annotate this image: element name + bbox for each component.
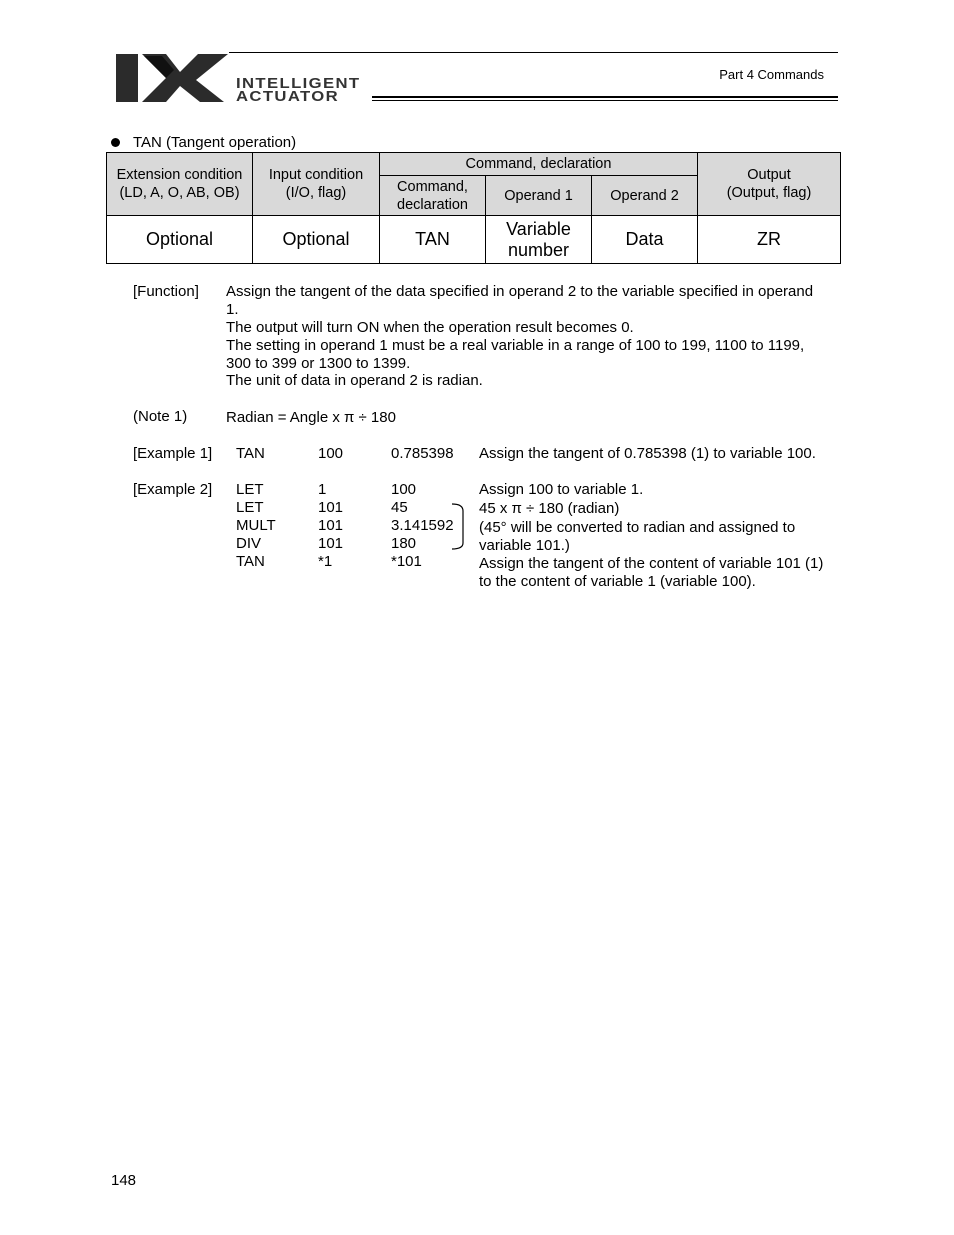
header-extension-line-2: (LD, A, O, AB, OB) [119,185,240,201]
example2-operand-1: 101 [318,535,344,552]
example1-operand-1: 100 [318,445,344,462]
example2-operand-2: 3.141592 [391,517,454,534]
header-input-line-2: (I/O, flag) [285,185,347,201]
right-brace-icon [450,503,468,551]
function-line: The unit of data in operand 2 is radian. [226,372,483,389]
part-title: Part 4 Commands [719,67,824,82]
value-operand-2: Data [592,216,698,264]
example2-operand-2: 45 [391,499,408,516]
header-rule-top [229,52,838,53]
function-line: The output will turn ON when the operation result becomes 0. [226,319,634,336]
example2-description-line: variable 101.) [479,537,570,554]
example2-description-line: Assign the tangent of the content of variable 101 (1) [479,555,824,572]
header-operand-1: Operand 1 [486,176,592,216]
ix-logo-mark [116,52,228,104]
example2-description-line: Assign 100 to variable 1. [479,481,644,498]
example1-description: Assign the tangent of 0.785398 (1) to variable 100. [479,445,816,462]
section-title: TAN (Tangent operation) [133,134,297,151]
command-table [106,152,841,264]
example2-command: DIV [236,535,262,552]
function-label: [Function] [133,283,199,300]
header-rule-bottom [372,96,838,98]
value-output: ZR [698,216,841,264]
logo-line-1: INTELLIGENT [236,76,361,92]
header-command-group: Command, declaration [380,153,698,176]
header-input-line-1: Input condition [268,167,364,183]
example1-command: TAN [236,445,265,462]
header-extension-condition [107,153,253,216]
header-output-line-1: Output [747,167,791,183]
logo-line-2: ACTUATOR [236,89,340,105]
header-output [698,153,841,216]
header-command-line-2: declaration [397,196,468,213]
header-input-condition [253,153,380,216]
function-line: Assign the tangent of the data specified in operand 2 to the variable specified in operand [226,283,814,300]
header-extension-line-1: Extension condition [116,167,243,183]
example2-command: LET [236,499,264,516]
example2-description-line: to the content of variable 1 (variable 100). [479,573,756,590]
function-line: The setting in operand 1 must be a real variable in a range of 100 to 199, 1100 to 1199, [226,337,805,354]
example2-operand-2: 180 [391,535,417,552]
value-operand-1-line-2: number [507,239,570,260]
bullet-icon [111,138,120,147]
note1-label: (Note 1) [133,408,188,425]
page-number: 148 [111,1172,137,1189]
example2-operand-2: 100 [391,481,417,498]
value-command: TAN [380,216,486,264]
note1-text: Radian = Angle x π ÷ 180 [226,409,396,426]
value-operand-1-line-1: Variable [506,218,571,239]
value-input-condition: Optional [253,216,380,264]
example1-operand-2: 0.785398 [391,445,454,462]
example2-label: [Example 2] [133,481,213,498]
example2-operand-1: *1 [318,553,333,570]
intelligent-actuator-logo [116,52,396,104]
header-rule-bottom-thin [372,100,838,101]
example2-operand-1: 1 [318,481,327,498]
function-line: 1. [226,301,239,318]
example2-operand-1: 101 [318,499,344,516]
header-command-line-1: Command, [397,178,468,195]
function-line: 300 to 399 or 1300 to 1399. [226,355,411,372]
example2-operand-2: *101 [391,553,422,570]
value-extension-condition: Optional [107,216,253,264]
example2-description-line: (45° will be converted to radian and assigned to [479,519,796,536]
example2-command: LET [236,481,264,498]
example2-command: TAN [236,553,265,570]
example1-label: [Example 1] [133,445,213,462]
header-operand-2: Operand 2 [592,176,698,216]
example2-operand-1: 101 [318,517,344,534]
example2-description-line: 45 x π ÷ 180 (radian) [479,500,620,517]
logo-wordmark [236,78,361,104]
header-output-line-2: (Output, flag) [726,185,812,201]
value-operand-1 [486,216,592,264]
header-command [380,176,486,216]
example2-command: MULT [236,517,276,534]
